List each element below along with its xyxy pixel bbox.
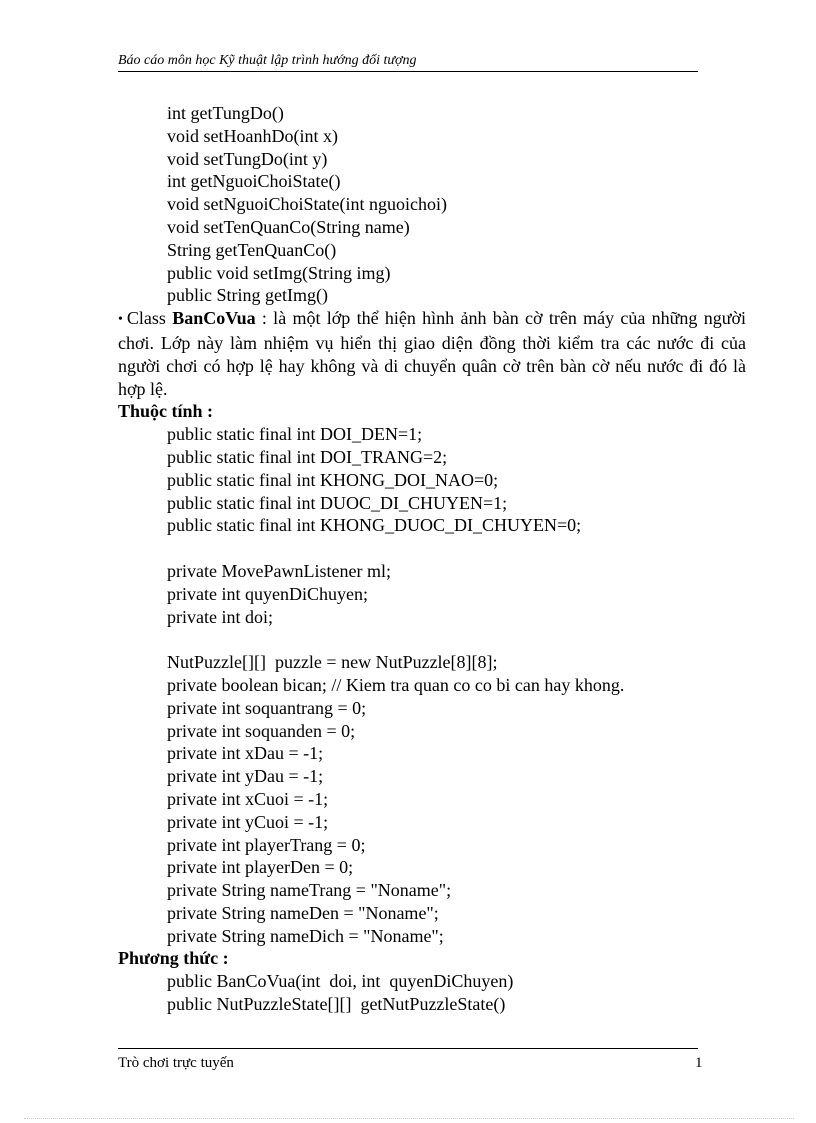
code-line: private int xDau = -1; <box>167 743 324 764</box>
field-list-a <box>118 560 758 628</box>
code-line: private String nameDich = "Noname"; <box>167 925 444 946</box>
code-line: private MovePawnListener ml; <box>167 560 391 581</box>
code-line: public static final int KHONG_DOI_NAO=0; <box>167 469 499 490</box>
page-header: Báo cáo môn học Kỹ thuật lập trình hướng đối tượng <box>118 52 698 72</box>
code-line: private int yCuoi = -1; <box>167 811 329 832</box>
code-line: public static final int DOI_DEN=1; <box>167 424 423 445</box>
code-line: void setHoanhDo(int x) <box>167 125 338 146</box>
code-line: public NutPuzzleState[][] getNutPuzzleState() <box>167 994 506 1015</box>
class-description <box>118 307 746 400</box>
code-line: private int doi; <box>167 606 273 627</box>
method-list-bottom <box>118 970 758 1016</box>
code-line: private int playerTrang = 0; <box>167 834 366 855</box>
code-line: private int yDau = -1; <box>167 766 324 787</box>
footer-divider <box>118 1048 698 1049</box>
code-line: private int soquanden = 0; <box>167 720 356 741</box>
code-line: public static final int DOI_TRANG=2; <box>167 446 448 467</box>
footer-title: Trò chơi trực tuyến <box>118 1055 234 1071</box>
constant-list <box>118 423 758 537</box>
class-description-text: : là một lớp thể hiện hình ảnh bàn cờ trên máy của những người chơi. Lớp này làm nhiệm vụ hiển thị giao diện đồng thời kiểm tra các nước đi của người chơi có hợp lệ hay không và di chuyển quân cờ trên bàn cờ nếu nước đi đó là hợp lệ. <box>118 308 746 399</box>
code-line: private int quyenDiChuyen; <box>167 583 368 604</box>
document-body <box>118 102 758 1016</box>
code-line: public BanCoVua(int doi, int quyenDiChuyen) <box>167 971 514 992</box>
field-list-b <box>118 651 758 947</box>
page-number: 1 <box>695 1055 703 1071</box>
code-line: int getTungDo() <box>167 103 284 123</box>
code-line: private int soquantrang = 0; <box>167 697 367 718</box>
code-line: public String getImg() <box>167 285 328 306</box>
attributes-heading: Thuộc tính : <box>118 401 214 422</box>
method-list-top <box>118 102 758 307</box>
methods-heading: Phương thức : <box>118 948 229 969</box>
code-line: private String nameTrang = "Noname"; <box>167 880 452 901</box>
code-line: private boolean bican; // Kiem tra quan co co bi can hay khong. <box>167 674 625 695</box>
code-line: public static final int KHONG_DUOC_DI_CHUYEN=0; <box>167 515 582 536</box>
class-name: BanCoVua <box>172 308 256 329</box>
code-line: private int playerDen = 0; <box>167 857 354 878</box>
bullet-icon: • <box>118 312 123 328</box>
code-line: private int xCuoi = -1; <box>167 788 329 809</box>
code-line: public static final int DUOC_DI_CHUYEN=1; <box>167 492 508 513</box>
code-line: void setNguoiChoiState(int nguoichoi) <box>167 194 447 215</box>
blank-line <box>118 628 758 651</box>
code-line: void setTungDo(int y) <box>167 148 328 169</box>
class-prefix: Class <box>126 308 173 329</box>
code-line: int getNguoiChoiState() <box>167 171 341 192</box>
code-line: public void setImg(String img) <box>167 262 391 283</box>
code-line: String getTenQuanCo() <box>167 239 337 260</box>
page-edge-divider <box>24 1118 794 1119</box>
code-line: void setTenQuanCo(String name) <box>167 216 410 237</box>
code-line: NutPuzzle[][] puzzle = new NutPuzzle[8][8]; <box>167 652 498 673</box>
code-line: private String nameDen = "Noname"; <box>167 902 439 923</box>
blank-line <box>118 537 758 560</box>
